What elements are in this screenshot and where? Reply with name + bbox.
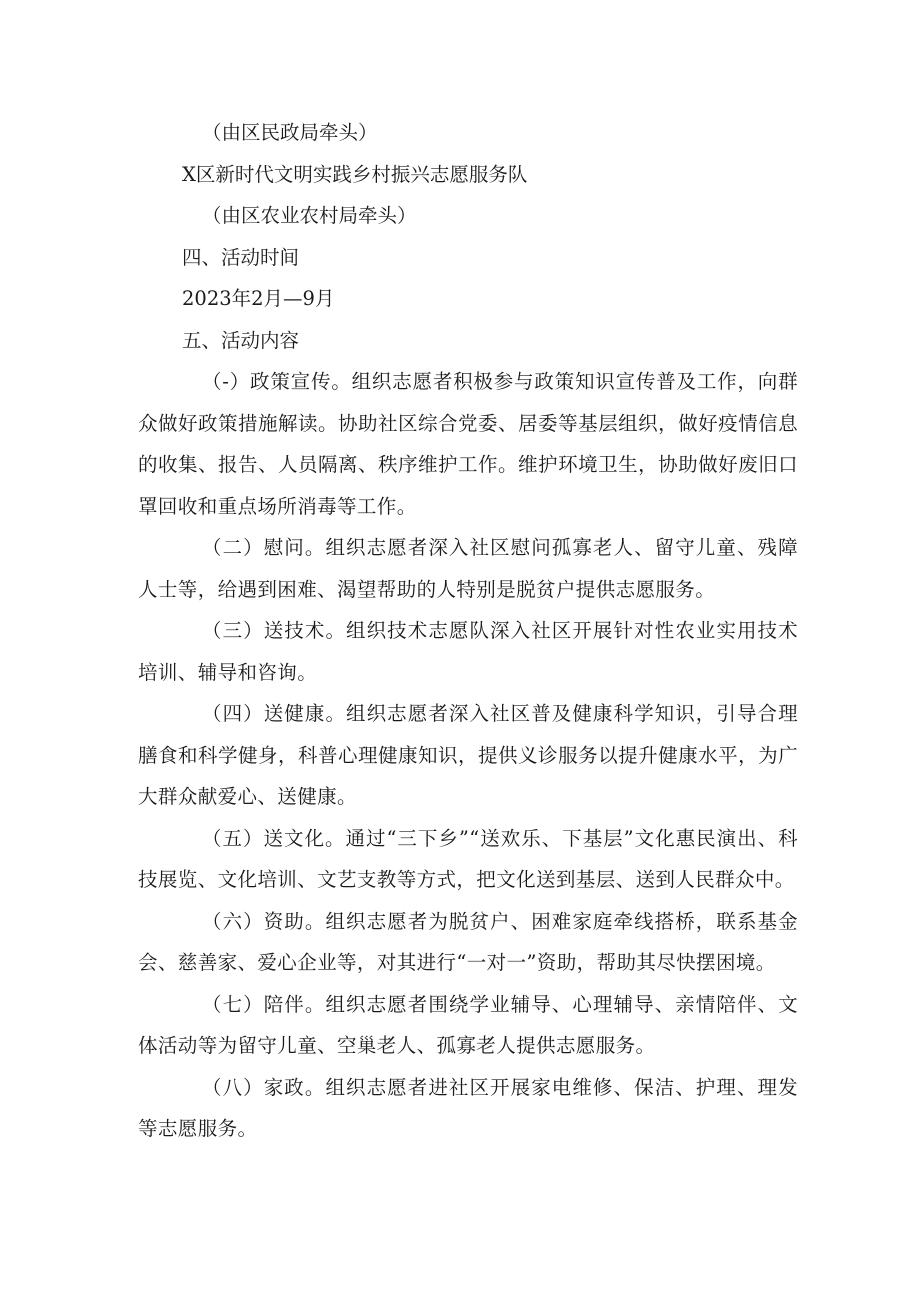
- lead-department-line: （由区民政局牵头）: [202, 121, 378, 144]
- content-item-housekeeping: （八）家政。组织志愿者进社区开展家电维修、保洁、护理、理发等志愿服务。: [138, 1075, 798, 1140]
- section-heading: 五、活动内容: [182, 328, 300, 352]
- content-item-policy: （-）政策宣传。组织志愿者积极参与政策知识宣传普及工作，向群众做好政策措施解读。协助社区综合党委、居委等基层组织，做好疫情信息的收集、报告、人员隔离、秩序维护工作。维护环境卫生，协助做好废旧口罩回收和重点场所消毒等工作。: [138, 370, 798, 518]
- content-item-culture: （五）送文化。通过“三下乡”“送欢乐、下基层”文化惠民演出、科技展览、文化培训、文艺支教等方式，把文化送到基层、送到人民群众中。: [138, 826, 798, 891]
- content-item-technology: （三）送技术。组织技术志愿队深入社区开展针对性农业实用技术培训、辅导和咨询。: [138, 619, 798, 684]
- content-item-health: （四）送健康。组织志愿者深入社区普及健康科学知识，引导合理膳食和科学健身，科普心理健康知识，提供义诊服务以提升健康水平，为广大群众献爱心、送健康。: [138, 702, 798, 808]
- section-heading: 四、活动时间: [182, 245, 300, 269]
- activity-time: 2023年2月—9月: [182, 287, 335, 310]
- content-item-companionship: （七）陪伴。组织志愿者围绕学业辅导、心理辅导、亲情陪伴、文体活动等为留守儿童、空巢老人、孤寡老人提供志愿服务。: [138, 992, 798, 1057]
- content-item-funding: （六）资助。组织志愿者为脱贫户、困难家庭牵线搭桥，联系基金会、慈善家、爱心企业等，对其进行“一对一”资助，帮助其尽快摆困境。: [138, 909, 798, 974]
- document-body: [138, 112, 798, 1150]
- team-name-line: X区新时代文明实践乡村振兴志愿服务队: [182, 162, 528, 186]
- lead-department-line: （由区农业农村局牵头）: [202, 204, 417, 227]
- content-item-visit: （二）慰问。组织志愿者深入社区慰问孤寡老人、留守儿童、残障人士等，给遇到困难、渴望帮助的人特别是脱贫户提供志愿服务。: [138, 536, 798, 601]
